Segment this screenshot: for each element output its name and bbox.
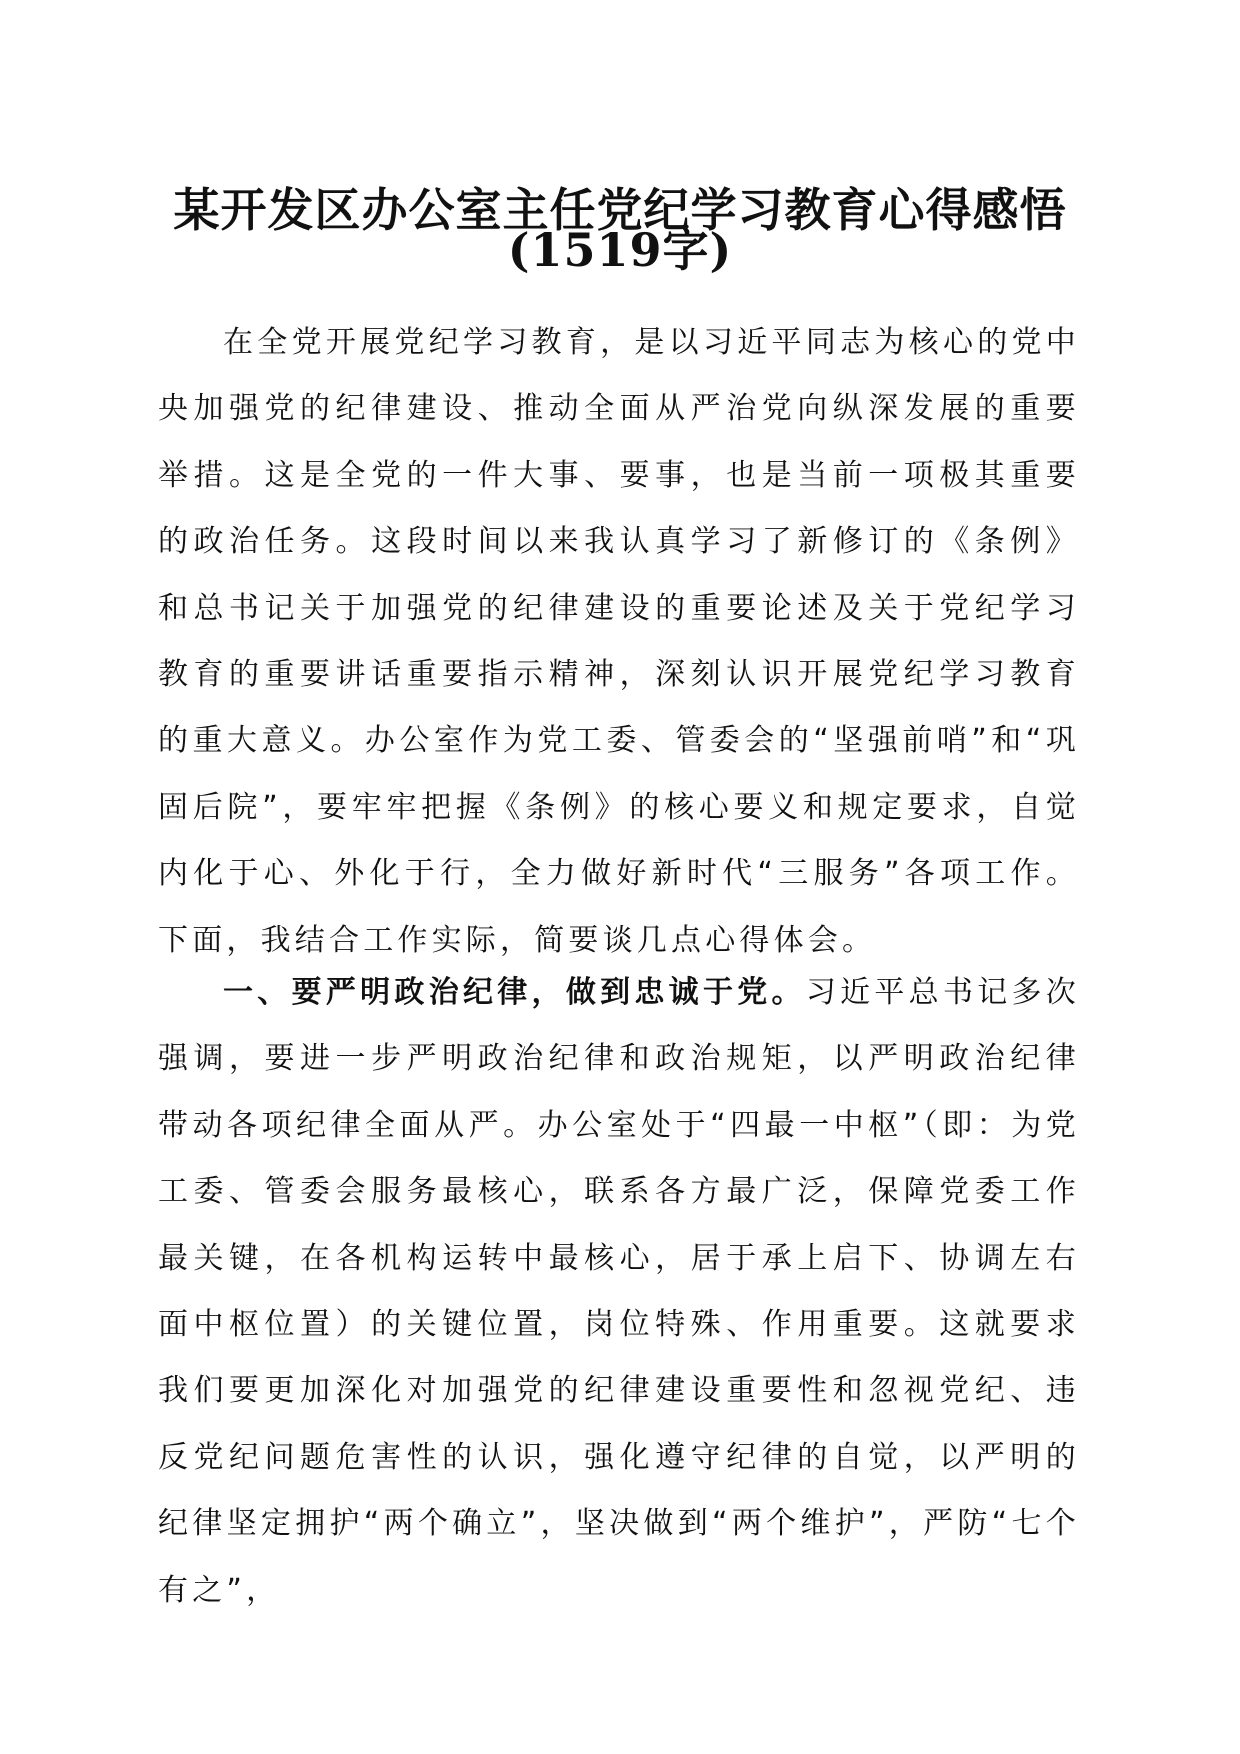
document-title: 某开发区办公室主任党纪学习教育心得感悟: [173, 183, 1067, 237]
section-1-text: 习近平总书记多次强调，要进一步严明政治纪律和政治规矩，以严明政治纪律带动各项纪律全面从严。办公室处于“四最一中枢”（即：为党工委、管委会服务最核心，联系各方最广泛，保障党委工作最关键，在各机构运转中最核心，居于承上启下、协调左右面中枢位置）的关键位置，岗位特殊、作用重要。这就要求我们要更加深化对加强党的纪律建设重要性和忽视党纪、违反党纪问题危害性的认识，强化遵守纪律的自觉，以严明的纪律坚定拥护“两个确立”，坚决做到“两个维护”，严防“七个有之”，: [158, 975, 1080, 1608]
paragraph-intro-text: 在全党开展党纪学习教育，是以习近平同志为核心的党中央加强党的纪律建设、推动全面从严治党向纵深发展的重要举措。这是全党的一件大事、要事，也是当前一项极其重要的政治任务。这段时间以来我认真学习了新修订的《条例》和总书记关于加强党的纪律建设的重要论述及关于党纪学习教育的重要讲话重要指示精神，深刻认识开展党纪学习教育的重大意义。办公室作为党工委、管委会的“坚强前哨”和“巩固后院”，要牢牢把握《条例》的核心要义和规定要求，自觉内化于心、外化于行，全力做好新时代“三服务”各项工作。下面，我结合工作实际，简要谈几点心得体会。: [158, 325, 1080, 958]
section-1-heading: 一、要严明政治纪律，做到忠诚于党。: [223, 975, 806, 1010]
document-word-count: (1519字): [507, 223, 733, 277]
paragraph-intro: [158, 310, 1080, 974]
paragraph-section-1: [158, 960, 1080, 1624]
